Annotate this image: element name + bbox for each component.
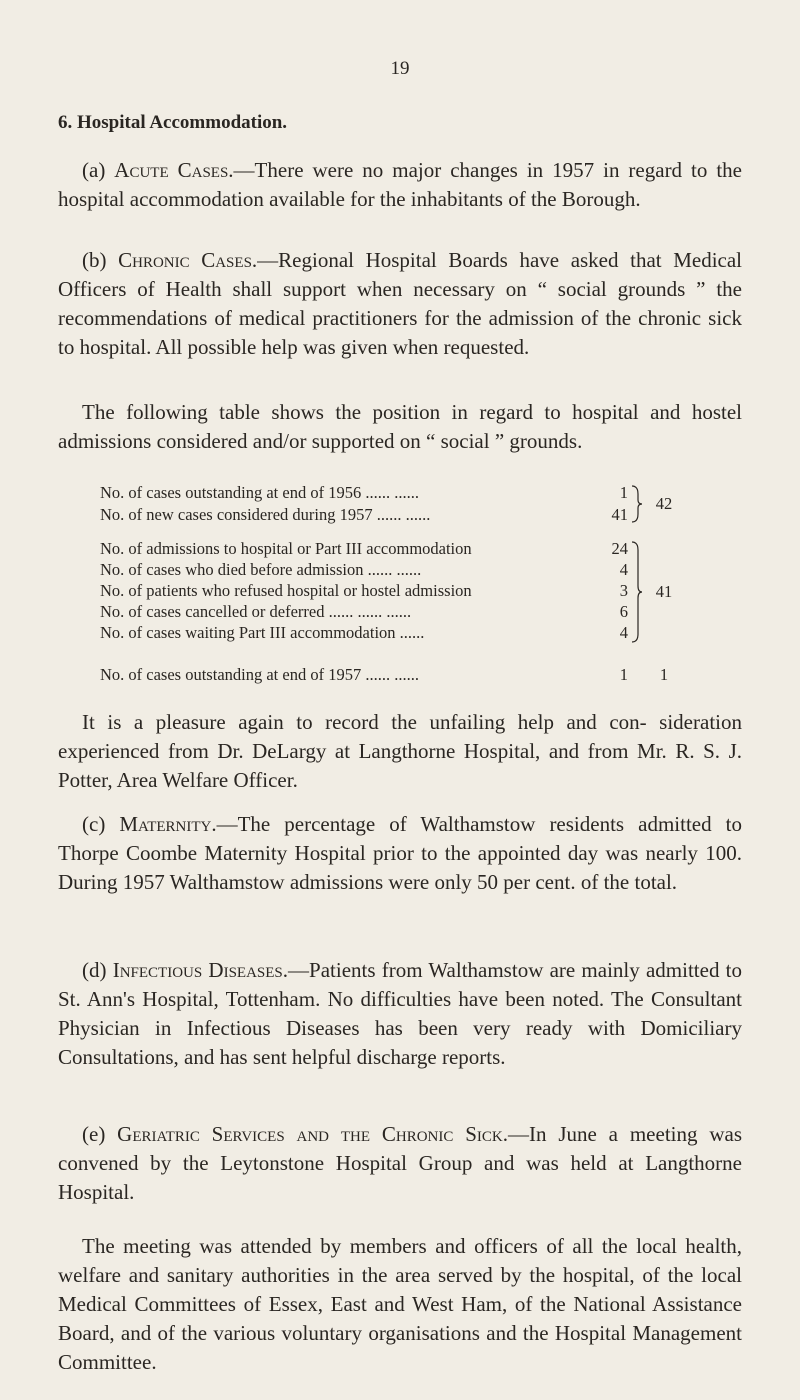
maternity-marker: (c)	[82, 812, 106, 836]
row-label: No. of cases outstanding at end of 1957 ...... ......	[100, 665, 419, 684]
table-row	[100, 601, 700, 623]
infectious-marker: (d)	[82, 958, 107, 982]
row-value: 1	[619, 483, 628, 502]
chronic-text: —Regional Hospital Boards have asked that Medical Officers of Health shall support when necessary on “ social grounds ” the recommendations of medical practitioners for the admission of the chronic sick to hospital. All possible help was given when requested.	[58, 248, 743, 359]
geriatric-title: Geriatric Services and the Chronic Sick.	[117, 1122, 508, 1146]
row-label: No. of cases cancelled or deferred ...... ...... ......	[100, 602, 412, 621]
group3-total: 1	[659, 665, 669, 684]
row-label: No. of patients who refused hospital or hostel admission	[100, 581, 472, 600]
table-row	[100, 664, 700, 686]
row-value: 41	[611, 505, 628, 524]
group1-total: 42	[655, 494, 673, 513]
row-value: 4	[619, 623, 628, 642]
table-row	[100, 622, 700, 644]
infectious-title: Infectious Diseases.	[112, 958, 289, 982]
acute-text: —There were no major changes in 1957 in regard to the hospital accommodation available for the inhabitants of the Borough.	[58, 158, 743, 211]
chronic-marker: (b)	[82, 248, 107, 272]
table-intro-paragraph: The following table shows the position in regard to hospital and hostel admissions considered and/or supported on “ social ” grounds.	[58, 400, 742, 453]
row-value: 3	[619, 581, 628, 600]
page-number: 19	[390, 58, 410, 79]
row-label: No. of new cases considered during 1957 ...... ......	[100, 505, 431, 524]
row-value: 4	[619, 560, 628, 579]
row-label: No. of cases outstanding at end of 1956 ...... ......	[100, 483, 419, 502]
table-row	[100, 538, 700, 560]
table-row	[100, 580, 700, 602]
row-label: No. of cases who died before admission ...... ......	[100, 560, 422, 579]
row-value: 1	[619, 665, 628, 684]
maternity-text: —The percentage of Walthamstow residents admitted to Thorpe Coombe Maternity Hospital prior to the appointed day was nearly 100. During 1957 Walthamstow admissions were only 50 per cent. of the total.	[58, 812, 742, 894]
table-row	[100, 504, 700, 526]
geriatric-text: —In June a meeting was convened by the Leytonstone Hospital Group and was held at Langthorne Hospital.	[58, 1122, 743, 1204]
acute-cases-paragraph	[58, 156, 742, 214]
row-value: 6	[619, 602, 628, 621]
meeting-paragraph: The meeting was attended by members and officers of all the local health, welfare and sanitary authorities in the area served by the hospital, of the local Medical Committees of Essex, East and West Ham, of the National Assistance Board, and of the various voluntary organisations and the Hospital Management Committee.	[58, 1234, 742, 1374]
row-label: No. of cases waiting Part III accommodation ......	[100, 623, 425, 642]
acute-marker: (a)	[82, 158, 106, 182]
table-row	[100, 559, 700, 581]
group2-total: 41	[655, 582, 673, 601]
pleasure-paragraph: It is a pleasure again to record the unfailing help and con- sideration experienced from Dr. DeLargy at Langthorne Hospital, and from Mr. R. S. J. Potter, Area Welfare Officer.	[58, 710, 742, 792]
chronic-cases-paragraph	[58, 246, 742, 362]
row-value: 24	[611, 539, 628, 558]
maternity-paragraph	[58, 810, 742, 897]
chronic-title: Chronic Cases.	[118, 248, 258, 272]
maternity-title: Maternity.	[119, 812, 217, 836]
row-label: No. of admissions to hospital or Part III accommodation	[100, 539, 472, 558]
group2-brace	[630, 540, 644, 644]
geriatric-paragraph	[58, 1120, 742, 1207]
section-heading: 6. Hospital Accommodation.	[58, 112, 288, 133]
geriatric-marker: (e)	[82, 1122, 106, 1146]
group1-brace	[630, 484, 644, 524]
infectious-text: —Patients from Walthamstow are mainly admitted to St. Ann's Hospital, Tottenham. No difficulties have been noted. The Consultant Physician in Infectious Diseases has been very ready with Domiciliary Consultations, and has sent helpful discharge reports.	[58, 958, 742, 1069]
table-row	[100, 482, 700, 504]
acute-title: Acute Cases.	[114, 158, 234, 182]
infectious-paragraph	[58, 956, 742, 1072]
